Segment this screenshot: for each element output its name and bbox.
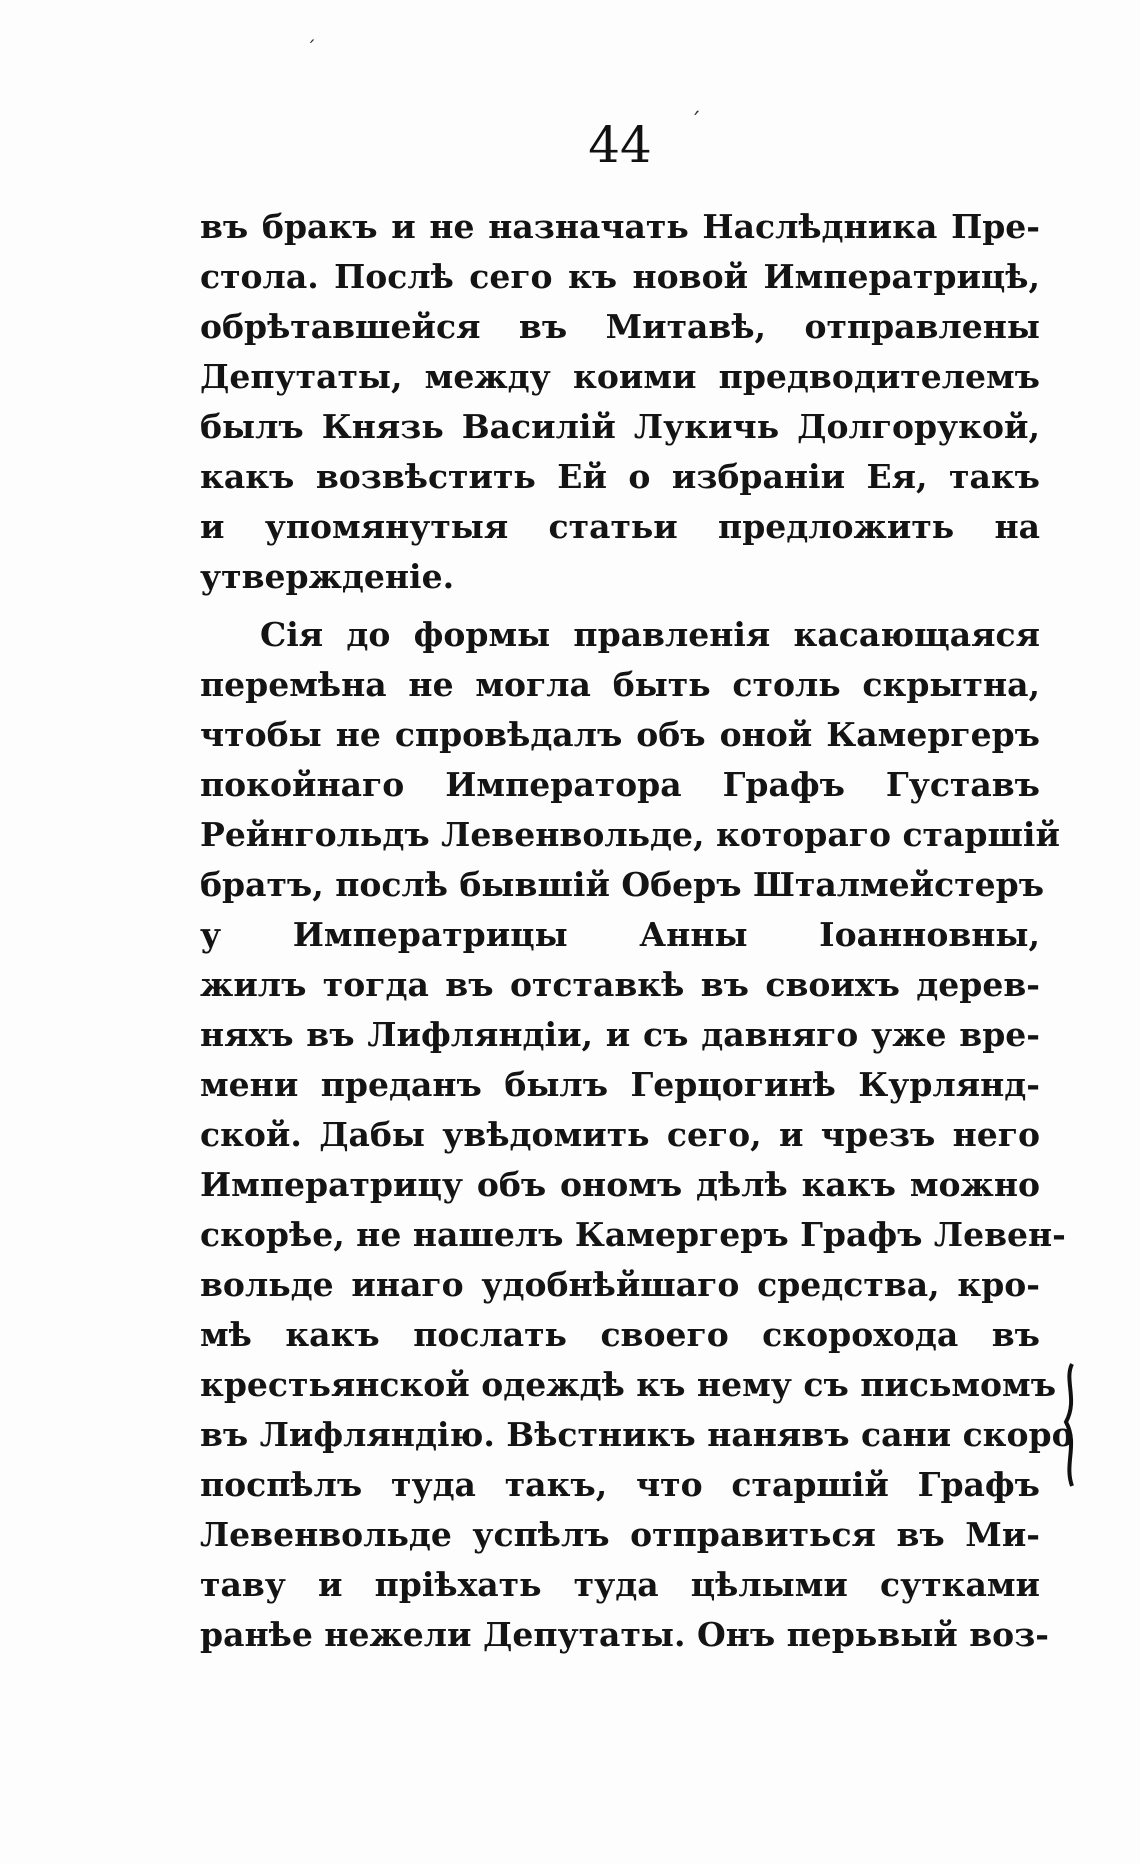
text-line: Сія до формы правленія касающаяся	[260, 615, 1040, 654]
text-line: утвержденіе.	[200, 557, 455, 596]
paragraph-2	[200, 610, 1074, 1660]
text-line: ской. Дабы увѣдомить сего, и чрезъ него	[200, 1115, 1040, 1154]
text-line: мѣ какъ послать своего скорохода въ	[200, 1315, 1040, 1354]
text-line: въ бракъ и не назначать Наслѣдника Пре-	[200, 207, 1040, 246]
paragraph-1	[200, 202, 1040, 602]
text-line: обрѣтавшейся въ Митавѣ, отправлены	[200, 307, 1040, 346]
text-line: Рейнгольдъ Левенвольде, котораго старшій	[200, 815, 1060, 854]
text-line: ранѣе нежели Депутаты. Онъ перьвый воз-	[200, 1615, 1049, 1654]
text-line: крестьянской одеждѣ къ нему съ письмомъ	[200, 1365, 1057, 1404]
text-line: братъ, послѣ бывшій Оберъ Шталмейстеръ	[200, 865, 1045, 904]
text-line: таву и пріѣхать туда цѣлыми сутками	[200, 1565, 1040, 1604]
text-line: покойнаго Императора Графъ Густавъ	[200, 765, 1040, 804]
text-line: няхъ въ Лифляндіи, и съ давняго уже вре-	[200, 1015, 1040, 1054]
text-line: Левенвольде успѣлъ отправиться въ Ми-	[200, 1515, 1040, 1554]
text-line: у Императрицы Анны Іоанновны,	[200, 915, 1040, 954]
print-speck: ˊ	[690, 110, 701, 135]
text-line: и упомянутыя статьи предложить на	[200, 507, 1040, 546]
page-number: 44	[588, 116, 652, 174]
text-line: поспѣлъ туда такъ, что старшій Графъ	[200, 1465, 1040, 1504]
text-line: скорѣе, не нашелъ Камергеръ Графъ Левен-	[200, 1215, 1066, 1254]
text-line: какъ возвѣстить Ей о избраніи Ея, такъ	[200, 457, 1040, 496]
text-line: вольде инаго удобнѣйшаго средства, кро-	[200, 1265, 1040, 1304]
text-line: жилъ тогда въ отставкѣ въ своихъ дерев-	[200, 965, 1040, 1004]
text-line: въ Лифляндію. Вѣстникъ нанявъ сани скоро	[200, 1415, 1074, 1454]
text-line: чтобы не спровѣдалъ объ оной Камергеръ	[200, 715, 1040, 754]
text-line: перемѣна не могла быть столь скрытна,	[200, 665, 1040, 704]
text-line: стола. Послѣ сего къ новой Императрицѣ,	[200, 257, 1040, 296]
body-text	[200, 202, 1074, 1660]
print-speck: ˊ	[306, 36, 316, 60]
text-line: былъ Князь Василій Лукичь Долгорукой,	[200, 407, 1040, 446]
text-line: Императрицу объ ономъ дѣлѣ какъ можно	[200, 1165, 1040, 1204]
paragraph-gap	[200, 602, 1040, 610]
text-line: Депутаты, между коими предводителемъ	[200, 357, 1040, 396]
margin-brace-mark	[1058, 1360, 1084, 1490]
text-line: мени преданъ былъ Герцогинѣ Курлянд-	[200, 1065, 1040, 1104]
